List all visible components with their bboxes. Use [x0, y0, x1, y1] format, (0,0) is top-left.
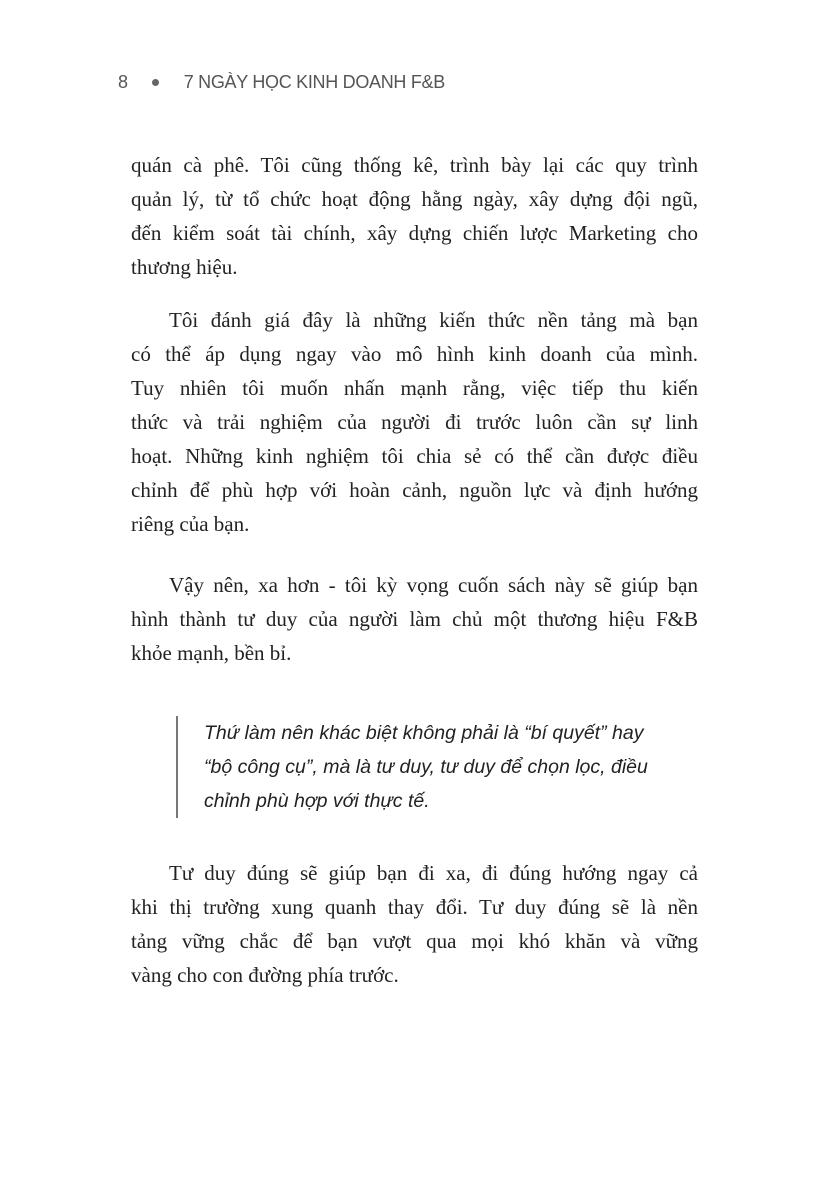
text-line: vàng cho con đường phía trước. — [131, 963, 399, 987]
text-line: thức và trải nghiệm của người đi trước luôn cần sự linh — [131, 410, 698, 434]
text-line: Tôi đánh giá đây là những kiến thức nền tảng mà bạn — [169, 308, 698, 332]
page-number: 8 — [118, 72, 128, 92]
text-line: đến kiểm soát tài chính, xây dựng chiến lược Marketing cho — [131, 221, 698, 245]
text-line: Tư duy đúng sẽ giúp bạn đi xa, đi đúng hướng ngay cả — [169, 861, 698, 885]
paragraph-3 — [131, 568, 698, 670]
text-line: hoạt. Những kinh nghiệm tôi chia sẻ có thể cần được điều — [131, 444, 698, 468]
text-line: hình thành tư duy của người làm chủ một thương hiệu F&B — [131, 607, 698, 631]
paragraph-2 — [131, 303, 698, 541]
text-line: tảng vững chắc để bạn vượt qua mọi khó khăn và vững — [131, 929, 698, 953]
text-line: quán cà phê. Tôi cũng thống kê, trình bày lại các quy trình — [131, 153, 698, 177]
pull-quote — [176, 716, 734, 818]
quote-line: “bộ công cụ”, mà là tư duy, tư duy để chọn lọc, điều — [204, 756, 648, 778]
text-line: Vậy nên, xa hơn - tôi kỳ vọng cuốn sách này sẽ giúp bạn — [169, 573, 698, 597]
text-line: thương hiệu. — [131, 255, 238, 279]
quote-line: chỉnh phù hợp với thực tế. — [204, 790, 430, 812]
running-header — [118, 72, 445, 93]
quote-line: Thứ làm nên khác biệt không phải là “bí quyết” hay — [204, 722, 644, 744]
paragraph-1 — [131, 148, 698, 284]
bullet-separator — [152, 79, 159, 86]
text-line: khi thị trường xung quanh thay đổi. Tư duy đúng sẽ là nền — [131, 895, 698, 919]
book-title: 7 NGÀY HỌC KINH DOANH F&B — [183, 72, 445, 92]
text-line: Tuy nhiên tôi muốn nhấn mạnh rằng, việc tiếp thu kiến — [131, 376, 698, 400]
text-line: có thể áp dụng ngay vào mô hình kinh doanh của mình. — [131, 342, 698, 366]
text-line: khỏe mạnh, bền bỉ. — [131, 641, 292, 665]
text-line: quản lý, từ tổ chức hoạt động hằng ngày, xây dựng đội ngũ, — [131, 187, 698, 211]
text-line: riêng của bạn. — [131, 512, 250, 536]
paragraph-4 — [131, 856, 698, 992]
text-line: chỉnh để phù hợp với hoàn cảnh, nguồn lực và định hướng — [131, 478, 698, 502]
